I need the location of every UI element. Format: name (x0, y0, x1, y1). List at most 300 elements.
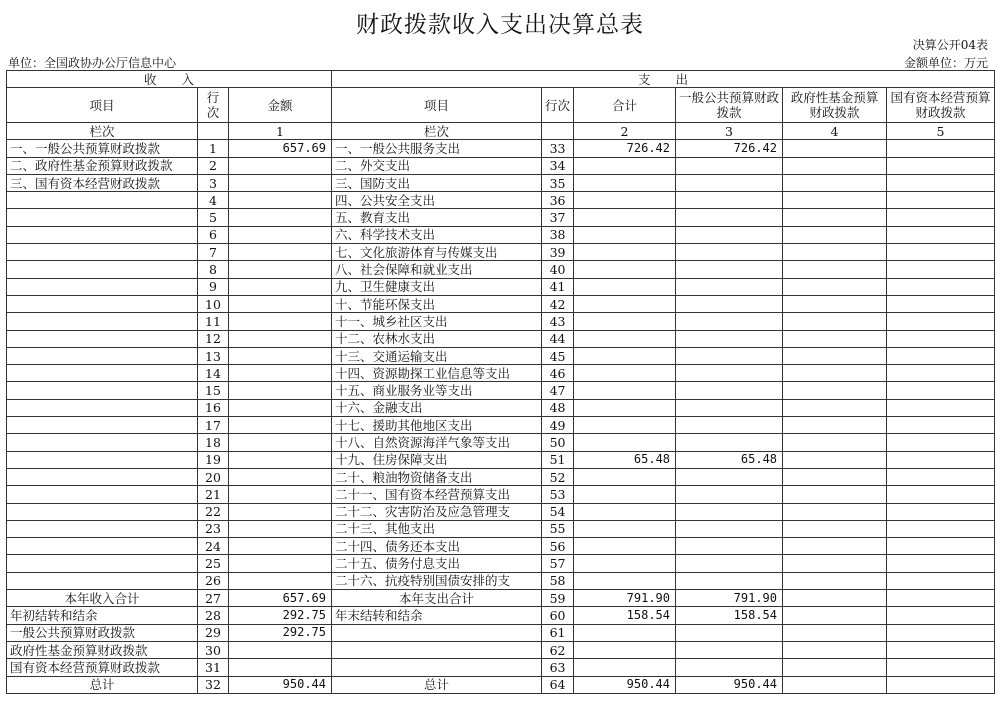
gov-fund-amount (783, 278, 887, 295)
state-capital-amount (887, 174, 995, 191)
expense-item: 二十五、债务付息支出 (332, 555, 542, 572)
table-row (7, 607, 995, 624)
income-amount (229, 174, 332, 191)
income-amount (229, 538, 332, 555)
state-capital-amount (887, 140, 995, 157)
income-row-no: 24 (198, 538, 229, 555)
income-row-no: 29 (198, 624, 229, 641)
general-budget-amount (676, 347, 783, 364)
income-item: 本年收入合计 (7, 590, 198, 607)
state-capital-amount (887, 555, 995, 572)
general-budget-amount (676, 244, 783, 261)
income-item (7, 503, 198, 520)
col-header-state-capital: 国有资本经营预算财政拨款 (887, 88, 995, 123)
income-amount (229, 244, 332, 261)
expense-total (574, 382, 676, 399)
col-header-amount: 金额 (229, 88, 332, 123)
gov-fund-amount (783, 192, 887, 209)
gov-fund-amount (783, 520, 887, 537)
income-item: 国有资本经营预算财政拨款 (7, 659, 198, 676)
expense-total (574, 468, 676, 485)
expense-item: 二十三、其他支出 (332, 520, 542, 537)
income-row-no: 4 (198, 192, 229, 209)
gov-fund-amount (783, 244, 887, 261)
income-amount: 657.69 (229, 140, 332, 157)
table-row (7, 555, 995, 572)
col-header-total: 合计 (574, 88, 676, 123)
table-row (7, 157, 995, 174)
gov-fund-amount (783, 659, 887, 676)
col-index-1: 1 (229, 123, 332, 140)
income-amount: 657.69 (229, 590, 332, 607)
general-budget-amount (676, 624, 783, 641)
expense-item: 年末结转和结余 (332, 607, 542, 624)
income-row-no: 6 (198, 226, 229, 243)
income-amount (229, 209, 332, 226)
expense-row-no: 63 (542, 659, 574, 676)
expense-item: 九、卫生健康支出 (332, 278, 542, 295)
expense-total (574, 538, 676, 555)
income-item (7, 382, 198, 399)
expense-item: 十一、城乡社区支出 (332, 313, 542, 330)
expense-row-no: 52 (542, 468, 574, 485)
expense-row-no: 56 (542, 538, 574, 555)
expense-row-no: 44 (542, 330, 574, 347)
income-row-no: 15 (198, 382, 229, 399)
expense-total: 726.42 (574, 140, 676, 157)
expense-total (574, 313, 676, 330)
table-row (7, 641, 995, 658)
income-item (7, 261, 198, 278)
income-row-no: 23 (198, 520, 229, 537)
gov-fund-amount (783, 451, 887, 468)
state-capital-amount (887, 503, 995, 520)
gov-fund-amount (783, 590, 887, 607)
general-budget-amount (676, 399, 783, 416)
income-row-no: 8 (198, 261, 229, 278)
income-item (7, 295, 198, 312)
general-budget-amount (676, 330, 783, 347)
unit-label: 单位：全国政协办公厅信息中心 (8, 56, 177, 70)
expense-row-no: 53 (542, 486, 574, 503)
income-row-no: 12 (198, 330, 229, 347)
state-capital-amount (887, 261, 995, 278)
general-budget-amount (676, 641, 783, 658)
income-amount (229, 295, 332, 312)
general-budget-amount (676, 434, 783, 451)
expense-total (574, 226, 676, 243)
expense-item: 二十六、抗疫特别国债安排的支 (332, 572, 542, 589)
gov-fund-amount (783, 399, 887, 416)
expense-row-no: 33 (542, 140, 574, 157)
state-capital-amount (887, 434, 995, 451)
general-budget-amount (676, 520, 783, 537)
income-row-no: 22 (198, 503, 229, 520)
expense-total (574, 157, 676, 174)
table-row (7, 244, 995, 261)
expense-item: 十七、援助其他地区支出 (332, 417, 542, 434)
general-budget-amount: 726.42 (676, 140, 783, 157)
income-row-no: 9 (198, 278, 229, 295)
income-amount (229, 417, 332, 434)
expense-item: 十九、住房保障支出 (332, 451, 542, 468)
expense-total: 791.90 (574, 590, 676, 607)
gov-fund-amount (783, 624, 887, 641)
income-item (7, 468, 198, 485)
col-index-label: 栏次 (7, 123, 198, 140)
expense-total (574, 244, 676, 261)
income-row-no: 16 (198, 399, 229, 416)
expense-item: 二十四、债务还本支出 (332, 538, 542, 555)
expense-item: 六、科学技术支出 (332, 226, 542, 243)
income-item (7, 278, 198, 295)
income-item (7, 313, 198, 330)
gov-fund-amount (783, 365, 887, 382)
income-row-no: 27 (198, 590, 229, 607)
expense-item: 十六、金融支出 (332, 399, 542, 416)
expense-total: 158.54 (574, 607, 676, 624)
table-row (7, 295, 995, 312)
income-item (7, 226, 198, 243)
gov-fund-amount (783, 157, 887, 174)
table-row (7, 468, 995, 485)
expense-total (574, 520, 676, 537)
state-capital-amount (887, 641, 995, 658)
income-item (7, 347, 198, 364)
expense-total (574, 330, 676, 347)
expense-total (574, 347, 676, 364)
table-row (7, 140, 995, 157)
table-row (7, 365, 995, 382)
expense-total (574, 624, 676, 641)
state-capital-amount (887, 313, 995, 330)
expense-row-no: 57 (542, 555, 574, 572)
expense-total (574, 261, 676, 278)
expense-item: 八、社会保障和就业支出 (332, 261, 542, 278)
table-row (7, 520, 995, 537)
general-budget-amount: 950.44 (676, 676, 783, 693)
expense-row-no: 35 (542, 174, 574, 191)
income-item (7, 434, 198, 451)
gov-fund-amount (783, 538, 887, 555)
expense-item: 十五、商业服务业等支出 (332, 382, 542, 399)
col-header-row-no2: 行次 (542, 88, 574, 123)
expense-item: 总计 (332, 676, 542, 693)
income-item (7, 365, 198, 382)
general-budget-amount (676, 192, 783, 209)
income-row-no: 32 (198, 676, 229, 693)
income-amount (229, 468, 332, 485)
income-row-no: 2 (198, 157, 229, 174)
gov-fund-amount (783, 261, 887, 278)
income-amount (229, 347, 332, 364)
expense-total (574, 209, 676, 226)
state-capital-amount (887, 365, 995, 382)
expense-row-no: 48 (542, 399, 574, 416)
income-row-no: 14 (198, 365, 229, 382)
income-item: 二、政府性基金预算财政拨款 (7, 157, 198, 174)
col-header-item2: 项目 (332, 88, 542, 123)
income-amount (229, 451, 332, 468)
income-section-header: 收 入 (7, 71, 332, 88)
state-capital-amount (887, 659, 995, 676)
expense-total (574, 486, 676, 503)
state-capital-amount (887, 572, 995, 589)
expense-row-no: 38 (542, 226, 574, 243)
general-budget-amount (676, 278, 783, 295)
general-budget-amount (676, 174, 783, 191)
expense-total (574, 434, 676, 451)
general-budget-amount (676, 417, 783, 434)
gov-fund-amount (783, 330, 887, 347)
col-header-gov-fund: 政府性基金预算财政拨款 (783, 88, 887, 123)
gov-fund-amount (783, 347, 887, 364)
income-item (7, 451, 198, 468)
form-code: 决算公开04表 (912, 38, 988, 52)
gov-fund-amount (783, 295, 887, 312)
income-row-no: 30 (198, 641, 229, 658)
money-unit: 金额单位：万元 (903, 56, 988, 70)
expense-row-no: 64 (542, 676, 574, 693)
col-header-item: 项目 (7, 88, 198, 123)
income-row-no: 13 (198, 347, 229, 364)
income-amount (229, 434, 332, 451)
general-budget-amount: 791.90 (676, 590, 783, 607)
general-budget-amount (676, 382, 783, 399)
expense-total: 950.44 (574, 676, 676, 693)
general-budget-amount (676, 468, 783, 485)
income-amount: 292.75 (229, 607, 332, 624)
income-item (7, 538, 198, 555)
table-row (7, 174, 995, 191)
table-row (7, 313, 995, 330)
income-row-no: 28 (198, 607, 229, 624)
expense-row-no: 40 (542, 261, 574, 278)
general-budget-amount: 65.48 (676, 451, 783, 468)
income-row-no: 31 (198, 659, 229, 676)
state-capital-amount (887, 382, 995, 399)
expense-total (574, 295, 676, 312)
income-amount (229, 261, 332, 278)
income-row-no: 17 (198, 417, 229, 434)
state-capital-amount (887, 451, 995, 468)
table-row (7, 417, 995, 434)
page-title: 财政拨款收入支出决算总表 (356, 12, 644, 38)
expense-row-no: 39 (542, 244, 574, 261)
expense-item (332, 659, 542, 676)
state-capital-amount (887, 330, 995, 347)
income-amount (229, 659, 332, 676)
table-row (7, 382, 995, 399)
state-capital-amount (887, 486, 995, 503)
expense-total (574, 192, 676, 209)
expense-row-no: 58 (542, 572, 574, 589)
income-item (7, 555, 198, 572)
general-budget-amount (676, 365, 783, 382)
expense-total: 65.48 (574, 451, 676, 468)
expense-row-no: 41 (542, 278, 574, 295)
income-row-no: 10 (198, 295, 229, 312)
expense-row-no: 50 (542, 434, 574, 451)
income-amount (229, 572, 332, 589)
expense-row-no: 54 (542, 503, 574, 520)
income-row-no: 7 (198, 244, 229, 261)
income-amount (229, 486, 332, 503)
income-amount (229, 399, 332, 416)
expense-total (574, 659, 676, 676)
col-index-5: 5 (887, 123, 995, 140)
budget-table (6, 70, 995, 694)
income-item: 年初结转和结余 (7, 607, 198, 624)
expense-section-header: 支 出 (332, 71, 995, 88)
expense-row-no: 46 (542, 365, 574, 382)
table-row (7, 330, 995, 347)
expense-row-no: 34 (542, 157, 574, 174)
income-item: 三、国有资本经营财政拨款 (7, 174, 198, 191)
expense-item: 本年支出合计 (332, 590, 542, 607)
gov-fund-amount (783, 555, 887, 572)
table-row (7, 434, 995, 451)
expense-total (574, 503, 676, 520)
expense-item: 十三、交通运输支出 (332, 347, 542, 364)
table-row (7, 659, 995, 676)
table-row (7, 676, 995, 693)
state-capital-amount (887, 607, 995, 624)
state-capital-amount (887, 520, 995, 537)
gov-fund-amount (783, 641, 887, 658)
income-item (7, 192, 198, 209)
expense-total (574, 417, 676, 434)
expense-item: 一、一般公共服务支出 (332, 140, 542, 157)
income-item (7, 572, 198, 589)
income-item: 政府性基金预算财政拨款 (7, 641, 198, 658)
income-amount (229, 520, 332, 537)
expense-row-no: 55 (542, 520, 574, 537)
gov-fund-amount (783, 572, 887, 589)
expense-total (574, 641, 676, 658)
expense-row-no: 62 (542, 641, 574, 658)
expense-item (332, 641, 542, 658)
expense-row-no: 43 (542, 313, 574, 330)
state-capital-amount (887, 538, 995, 555)
state-capital-amount (887, 399, 995, 416)
expense-total (574, 365, 676, 382)
expense-total (574, 174, 676, 191)
expense-total (574, 278, 676, 295)
general-budget-amount (676, 659, 783, 676)
state-capital-amount (887, 226, 995, 243)
income-amount (229, 641, 332, 658)
state-capital-amount (887, 468, 995, 485)
income-item (7, 399, 198, 416)
general-budget-amount: 158.54 (676, 607, 783, 624)
income-item (7, 209, 198, 226)
income-item (7, 244, 198, 261)
income-row-no: 1 (198, 140, 229, 157)
state-capital-amount (887, 192, 995, 209)
general-budget-amount (676, 503, 783, 520)
state-capital-amount (887, 295, 995, 312)
general-budget-amount (676, 486, 783, 503)
expense-item: 三、国防支出 (332, 174, 542, 191)
expense-row-no: 49 (542, 417, 574, 434)
income-item: 一、一般公共预算财政拨款 (7, 140, 198, 157)
income-amount (229, 382, 332, 399)
table-row (7, 261, 995, 278)
expense-item: 十四、资源勘探工业信息等支出 (332, 365, 542, 382)
col-header-general-budget: 一般公共预算财政拨款 (676, 88, 783, 123)
expense-item: 四、公共安全支出 (332, 192, 542, 209)
income-amount: 950.44 (229, 676, 332, 693)
gov-fund-amount (783, 486, 887, 503)
general-budget-amount (676, 226, 783, 243)
gov-fund-amount (783, 417, 887, 434)
gov-fund-amount (783, 676, 887, 693)
expense-row-no: 61 (542, 624, 574, 641)
expense-item: 二十、粮油物资储备支出 (332, 468, 542, 485)
expense-row-no: 36 (542, 192, 574, 209)
table-row (7, 226, 995, 243)
col-index-2: 2 (574, 123, 676, 140)
table-row (7, 572, 995, 589)
col-index-label2: 栏次 (332, 123, 542, 140)
table-row (7, 486, 995, 503)
income-item: 一般公共预算财政拨款 (7, 624, 198, 641)
general-budget-amount (676, 209, 783, 226)
expense-row-no: 42 (542, 295, 574, 312)
expense-item: 二十二、灾害防治及应急管理支 (332, 503, 542, 520)
state-capital-amount (887, 278, 995, 295)
gov-fund-amount (783, 313, 887, 330)
expense-total (574, 572, 676, 589)
table-row (7, 192, 995, 209)
income-row-no: 11 (198, 313, 229, 330)
expense-item (332, 624, 542, 641)
expense-item: 二十一、国有资本经营预算支出 (332, 486, 542, 503)
state-capital-amount (887, 417, 995, 434)
expense-item: 七、文化旅游体育与传媒支出 (332, 244, 542, 261)
general-budget-amount (676, 261, 783, 278)
table-row (7, 590, 995, 607)
income-row-no: 20 (198, 468, 229, 485)
expense-item: 十八、自然资源海洋气象等支出 (332, 434, 542, 451)
income-row-no: 26 (198, 572, 229, 589)
table-row (7, 451, 995, 468)
expense-total (574, 555, 676, 572)
income-row-no: 19 (198, 451, 229, 468)
col-index-3: 3 (676, 123, 783, 140)
income-item (7, 330, 198, 347)
gov-fund-amount (783, 174, 887, 191)
income-amount (229, 226, 332, 243)
state-capital-amount (887, 624, 995, 641)
income-amount (229, 555, 332, 572)
income-row-no: 18 (198, 434, 229, 451)
general-budget-amount (676, 157, 783, 174)
expense-total (574, 399, 676, 416)
expense-row-no: 37 (542, 209, 574, 226)
expense-row-no: 45 (542, 347, 574, 364)
income-row-no: 25 (198, 555, 229, 572)
general-budget-amount (676, 538, 783, 555)
general-budget-amount (676, 555, 783, 572)
expense-item: 十、节能环保支出 (332, 295, 542, 312)
expense-item: 五、教育支出 (332, 209, 542, 226)
gov-fund-amount (783, 468, 887, 485)
income-item (7, 486, 198, 503)
table-row (7, 538, 995, 555)
general-budget-amount (676, 313, 783, 330)
